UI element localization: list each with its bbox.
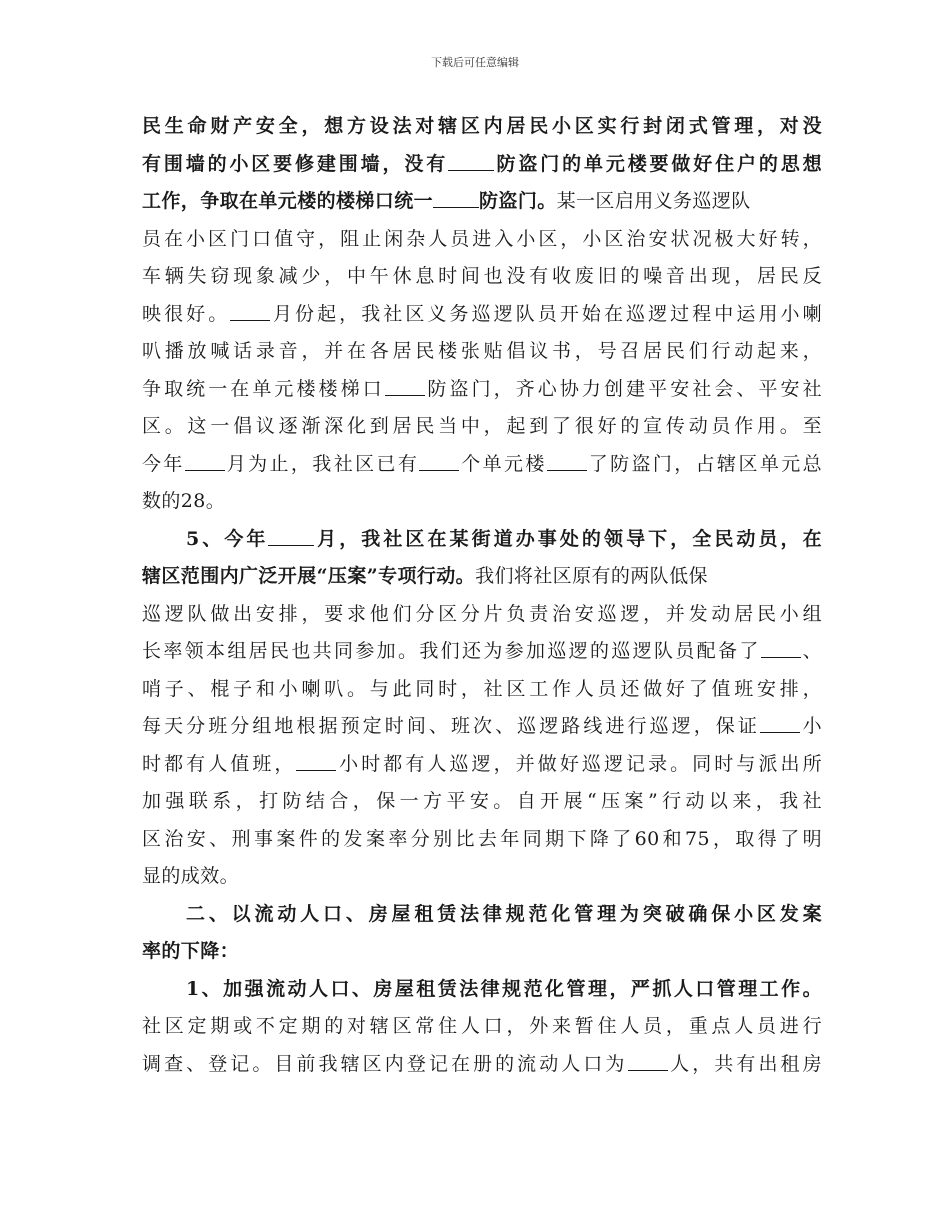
- text-line: [142, 821, 822, 859]
- text-line: [142, 483, 822, 521]
- text-segment: 率的下降：: [142, 940, 240, 962]
- text-segment: 个单元楼: [459, 452, 547, 475]
- text-segment: 防盗门的单元楼要做好住户的思想: [494, 152, 822, 175]
- text-line: [142, 1046, 822, 1084]
- text-segment: 小: [799, 715, 823, 737]
- text-line: [142, 933, 822, 971]
- document-body: [142, 108, 822, 1083]
- text-segment: 民生命财产安全，想方设法对辖区内居民小区实行封闭式管理，对没: [142, 115, 822, 137]
- text-segment: 员在小区门口值守，阻止闲杂人员进入小区，小区治安状况极大好转，: [142, 227, 822, 250]
- text-segment: 加强联系，打防结合，保一方平安。自开展“压案”行动以来，我社: [142, 790, 822, 812]
- blank-underline: [761, 639, 801, 658]
- blank-underline: [433, 189, 479, 208]
- text-line: [142, 296, 822, 334]
- text-segment: 防盗门，齐心协力创建平安社会、平安社: [424, 377, 823, 400]
- text-line: [142, 596, 822, 634]
- text-segment: 某一区启用义务巡逻队: [556, 190, 751, 212]
- text-line: [142, 521, 822, 559]
- text-line: [142, 108, 822, 146]
- text-segment: 月为止，我社区已有: [224, 452, 420, 475]
- text-line: [142, 858, 822, 896]
- text-line: [142, 708, 822, 746]
- blank-underline: [385, 377, 425, 396]
- text-line: [142, 896, 822, 934]
- text-segment: 区。这一倡议逐渐深化到居民当中，起到了很好的宣传动员作用。至: [142, 415, 822, 437]
- text-line: [142, 446, 822, 484]
- text-segment: 小时都有人巡逻，并做好巡逻记录。同时与派出所: [336, 752, 822, 775]
- text-segment: 月份起，我社区义务巡逻队员开始在巡逻过程中运用小喇: [270, 302, 822, 325]
- text-segment: 车辆失窃现象减少，中午休息时间也没有收废旧的噪音出现，居民反: [142, 265, 822, 287]
- text-segment: 叭播放喊话录音，并在各居民楼张贴倡议书，号召居民们行动起来，: [142, 340, 822, 362]
- text-segment: 社区定期或不定期的对辖区常住人口，外来暂住人员，重点人员进行: [142, 1015, 822, 1037]
- text-segment: 巡逻队做出安排，要求他们分区分片负责治安巡逻，并发动居民小组: [142, 602, 822, 625]
- blank-underline: [230, 302, 270, 321]
- text-line: [142, 221, 822, 259]
- blank-underline: [448, 152, 494, 171]
- text-segment: 了防盗门，占辖区单元总: [586, 452, 822, 475]
- text-line: [142, 558, 822, 596]
- text-segment: 每天分班分组地根据预定时间、班次、巡逻路线进行巡逻，保证: [142, 715, 760, 737]
- text-line: [142, 746, 822, 784]
- text-segment: 1、加强流动人口、房屋租赁法律规范化管理，严抓人口管理工作。: [186, 977, 822, 1000]
- blank-underline: [547, 452, 587, 471]
- blank-underline: [296, 752, 336, 771]
- text-line: [142, 183, 822, 221]
- text-line: [142, 333, 822, 371]
- text-segment: 调查、登记。目前我辖区内登记在册的流动人口为: [142, 1052, 628, 1075]
- text-segment: 人，共有出租房: [667, 1052, 822, 1075]
- text-segment: 5、今年: [186, 527, 269, 550]
- blank-underline: [628, 1052, 668, 1071]
- text-line: [142, 258, 822, 296]
- page-header: 下载后可任意编辑: [431, 56, 519, 69]
- text-line: [142, 371, 822, 409]
- blank-underline: [268, 527, 314, 546]
- text-segment: 、: [800, 640, 822, 662]
- text-segment: 区治安、刑事案件的发案率分别比去年同期下降了60和75，取得了明: [142, 827, 822, 850]
- blank-underline: [419, 452, 459, 471]
- text-line: [142, 783, 822, 821]
- text-segment: 二、以流动人口、房屋租赁法律规范化管理为突破确保小区发案: [186, 902, 822, 925]
- text-line: [142, 971, 822, 1009]
- text-segment: 辖区范围内广泛开展“压案”专项行动。: [142, 565, 476, 587]
- text-segment: 时都有人值班，: [142, 752, 297, 775]
- blank-underline: [185, 452, 225, 471]
- text-segment: 月，我社区在某街道办事处的领导下，全民动员，在: [314, 527, 822, 550]
- text-segment: 防盗门。: [479, 190, 557, 212]
- text-line: [142, 408, 822, 446]
- text-line: [142, 671, 822, 709]
- text-segment: 我们将社区原有的两队低保: [475, 565, 708, 587]
- text-segment: 长率领本组居民也共同参加。我们还为参加巡逻的巡逻队员配备了: [142, 640, 761, 662]
- text-segment: 有围墙的小区要修建围墙，没有: [142, 152, 449, 175]
- text-line: [142, 633, 822, 671]
- text-segment: 工作，争取在单元楼的楼梯口统一: [142, 190, 434, 212]
- text-segment: 映很好。: [142, 302, 231, 325]
- text-segment: 数的28。: [142, 490, 226, 512]
- text-line: [142, 146, 822, 184]
- text-segment: 争取统一在单元楼楼梯口: [142, 377, 385, 400]
- text-segment: 今年: [142, 452, 185, 475]
- text-line: [142, 1008, 822, 1046]
- text-segment: 哨子、棍子和小喇叭。与此同时，社区工作人员还做好了值班安排，: [142, 677, 822, 700]
- blank-underline: [760, 714, 800, 733]
- text-segment: 显的成效。: [142, 865, 240, 887]
